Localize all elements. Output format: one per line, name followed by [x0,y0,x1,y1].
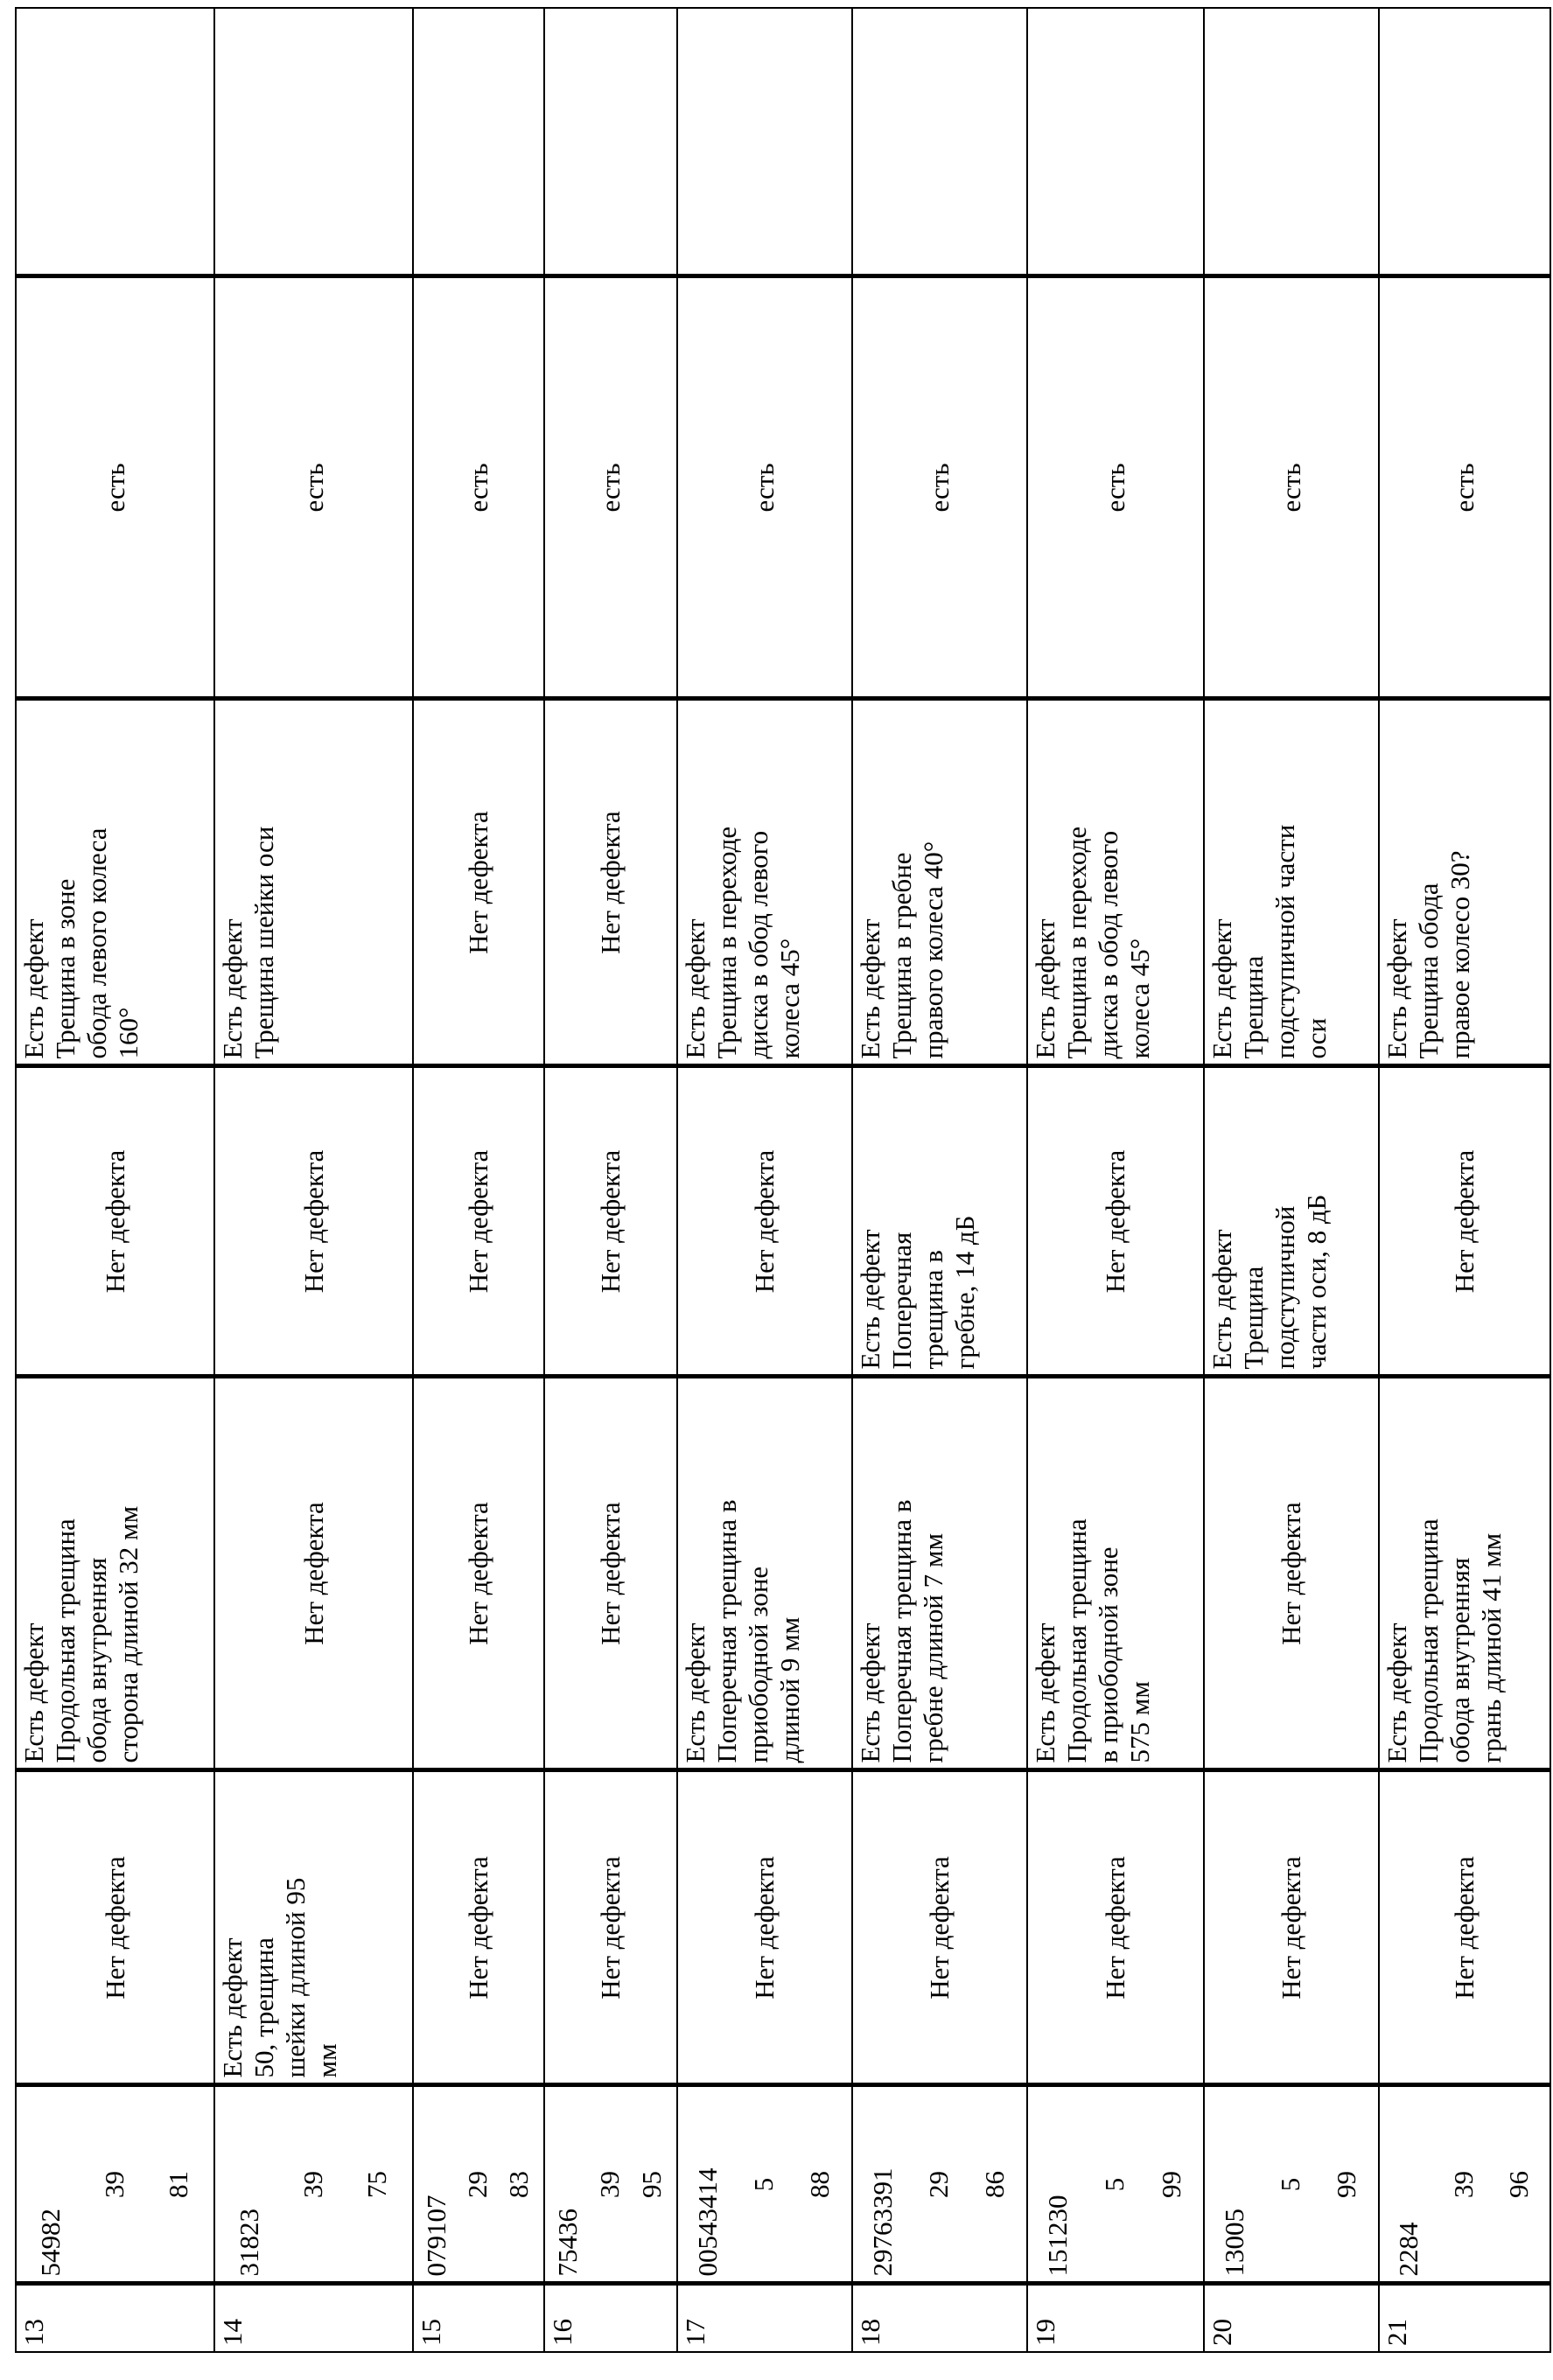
id-cell [214,2085,413,2284]
id-value: 5 [1275,2093,1306,2277]
inspection-result-2: Нет дефекта [214,1377,413,1770]
inspection-result-1: Нет дефекта [1027,1770,1204,2085]
id-cell [1379,2085,1550,2284]
id-value: 39 [1448,2093,1480,2277]
table-row [413,8,544,2352]
empty-cell [1027,8,1204,276]
id-cell [677,2085,852,2284]
id-value: 29 [462,2093,493,2277]
inspection-result-1: Нет дефекта [544,1770,677,2085]
presence-cell: есть [413,276,544,699]
inspection-result-4: Есть дефект Трещина в переходе диска в обод левого колеса 45° [677,699,852,1066]
row-number: 14 [214,2284,413,2352]
empty-cell [214,8,413,276]
row-number: 18 [852,2284,1027,2352]
inspection-result-3: Есть дефект Трещина подступичной части оси, 8 дБ [1204,1066,1379,1377]
inspection-result-4: Есть дефект Трещина обода правое колесо 30? [1379,699,1550,1066]
table-row [852,8,1027,2352]
inspection-result-1: Нет дефекта [1204,1770,1379,2085]
id-value: 95 [636,2093,668,2277]
inspection-result-2: Есть дефект Продольная трещина обода внутренняя грань длиной 41 мм [1379,1377,1550,1770]
presence-cell: есть [1379,276,1550,699]
id-lines [1382,2093,1546,2277]
id-value: 5 [748,2093,780,2277]
inspection-result-3: Нет дефекта [544,1066,677,1377]
id-lines [18,2093,210,2277]
table-row [214,8,413,2352]
id-lines [416,2093,540,2277]
presence-cell: есть [1027,276,1204,699]
id-value: 151230 [1042,2093,1074,2277]
empty-cell [413,8,544,276]
id-value: 54982 [35,2093,66,2277]
inspection-result-2: Нет дефекта [413,1377,544,1770]
id-value: 31823 [234,2093,265,2277]
inspection-result-2: Есть дефект Продольная трещина в приободной зоне 575 мм [1027,1377,1204,1770]
inspection-result-2: Нет дефекта [544,1377,677,1770]
presence-cell: есть [677,276,852,699]
inspection-result-2: Есть дефект Продольная трещина обода внутренняя сторона длиной 32 мм [16,1377,214,1770]
id-cell [544,2085,677,2284]
id-value: 96 [1503,2093,1535,2277]
empty-cell [1379,8,1550,276]
row-number: 17 [677,2284,852,2352]
id-value: 81 [163,2093,194,2277]
table-row [1379,8,1550,2352]
row-number: 15 [413,2284,544,2352]
table-row [16,8,214,2352]
inspection-result-4: Нет дефекта [544,699,677,1066]
presence-cell: есть [544,276,677,699]
id-value: 29763391 [867,2093,899,2277]
inspection-result-3: Нет дефекта [1379,1066,1550,1377]
id-value: 83 [503,2093,535,2277]
id-value: 00543414 [692,2093,724,2277]
id-value: 2284 [1393,2093,1424,2277]
row-number: 21 [1379,2284,1550,2352]
inspection-result-4: Есть дефект Трещина подступичной части оси [1204,699,1379,1066]
table-row [544,8,677,2352]
presence-cell: есть [1204,276,1379,699]
table-row [677,8,852,2352]
id-value: 39 [594,2093,626,2277]
inspection-result-3: Есть дефект Поперечная трещина в гребне, 14 дБ [852,1066,1027,1377]
inspection-result-1: Нет дефекта [677,1770,852,2085]
id-cell [852,2085,1027,2284]
inspection-result-2: Есть дефект Поперечная трещина в гребне длиной 7 мм [852,1377,1027,1770]
id-value: 39 [297,2093,329,2277]
inspection-result-4: Есть дефект Трещина в переходе диска в обод левого колеса 45° [1027,699,1204,1066]
id-value: 88 [804,2093,836,2277]
id-cell [413,2085,544,2284]
empty-cell [1204,8,1379,276]
row-number: 19 [1027,2284,1204,2352]
inspection-result-3: Нет дефекта [16,1066,214,1377]
inspection-result-3: Нет дефекта [677,1066,852,1377]
id-cell [16,2085,214,2284]
presence-cell: есть [214,276,413,699]
inspection-result-3: Нет дефекта [1027,1066,1204,1377]
inspection-result-1: Есть дефект 50, трещина шейки длиной 95 мм [214,1770,413,2085]
id-lines [680,2093,848,2277]
id-value: 86 [979,2093,1011,2277]
row-number: 16 [544,2284,677,2352]
id-lines [1030,2093,1200,2277]
empty-cell [544,8,677,276]
table-row [1027,8,1204,2352]
inspection-result-2: Нет дефекта [1204,1377,1379,1770]
presence-cell: есть [852,276,1027,699]
id-value: 75436 [552,2093,584,2277]
inspection-result-4: Есть дефект Трещина шейки оси [214,699,413,1066]
id-value: 5 [1099,2093,1130,2277]
inspection-result-2: Есть дефект Поперечная трещина в приободной зоне длиной 9 мм [677,1377,852,1770]
id-lines [217,2093,409,2277]
inspection-result-1: Нет дефекта [852,1770,1027,2085]
inspection-result-1: Нет дефекта [413,1770,544,2085]
inspection-result-4: Есть дефект Трещина в гребне правого колеса 40° [852,699,1027,1066]
table-row [1204,8,1379,2352]
id-lines [1207,2093,1375,2277]
inspection-result-4: Есть дефект Трещина в зоне обода левого колеса 160° [16,699,214,1066]
inspection-result-3: Нет дефекта [214,1066,413,1377]
id-lines [855,2093,1023,2277]
empty-cell [677,8,852,276]
id-value: 39 [99,2093,130,2277]
defect-results-table [15,7,1551,2353]
table-body [16,8,1550,2352]
id-value: 079107 [421,2093,452,2277]
id-lines [547,2093,673,2277]
id-value: 13005 [1219,2093,1250,2277]
presence-cell: есть [16,276,214,699]
id-value: 99 [1331,2093,1362,2277]
inspection-result-1: Нет дефекта [16,1770,214,2085]
inspection-result-4: Нет дефекта [413,699,544,1066]
inspection-result-3: Нет дефекта [413,1066,544,1377]
id-cell [1204,2085,1379,2284]
id-cell [1027,2085,1204,2284]
row-number: 20 [1204,2284,1379,2352]
id-value: 75 [361,2093,393,2277]
row-number: 13 [16,2284,214,2352]
empty-cell [16,8,214,276]
empty-cell [852,8,1027,276]
id-value: 99 [1156,2093,1187,2277]
id-value: 29 [923,2093,955,2277]
inspection-result-1: Нет дефекта [1379,1770,1550,2085]
